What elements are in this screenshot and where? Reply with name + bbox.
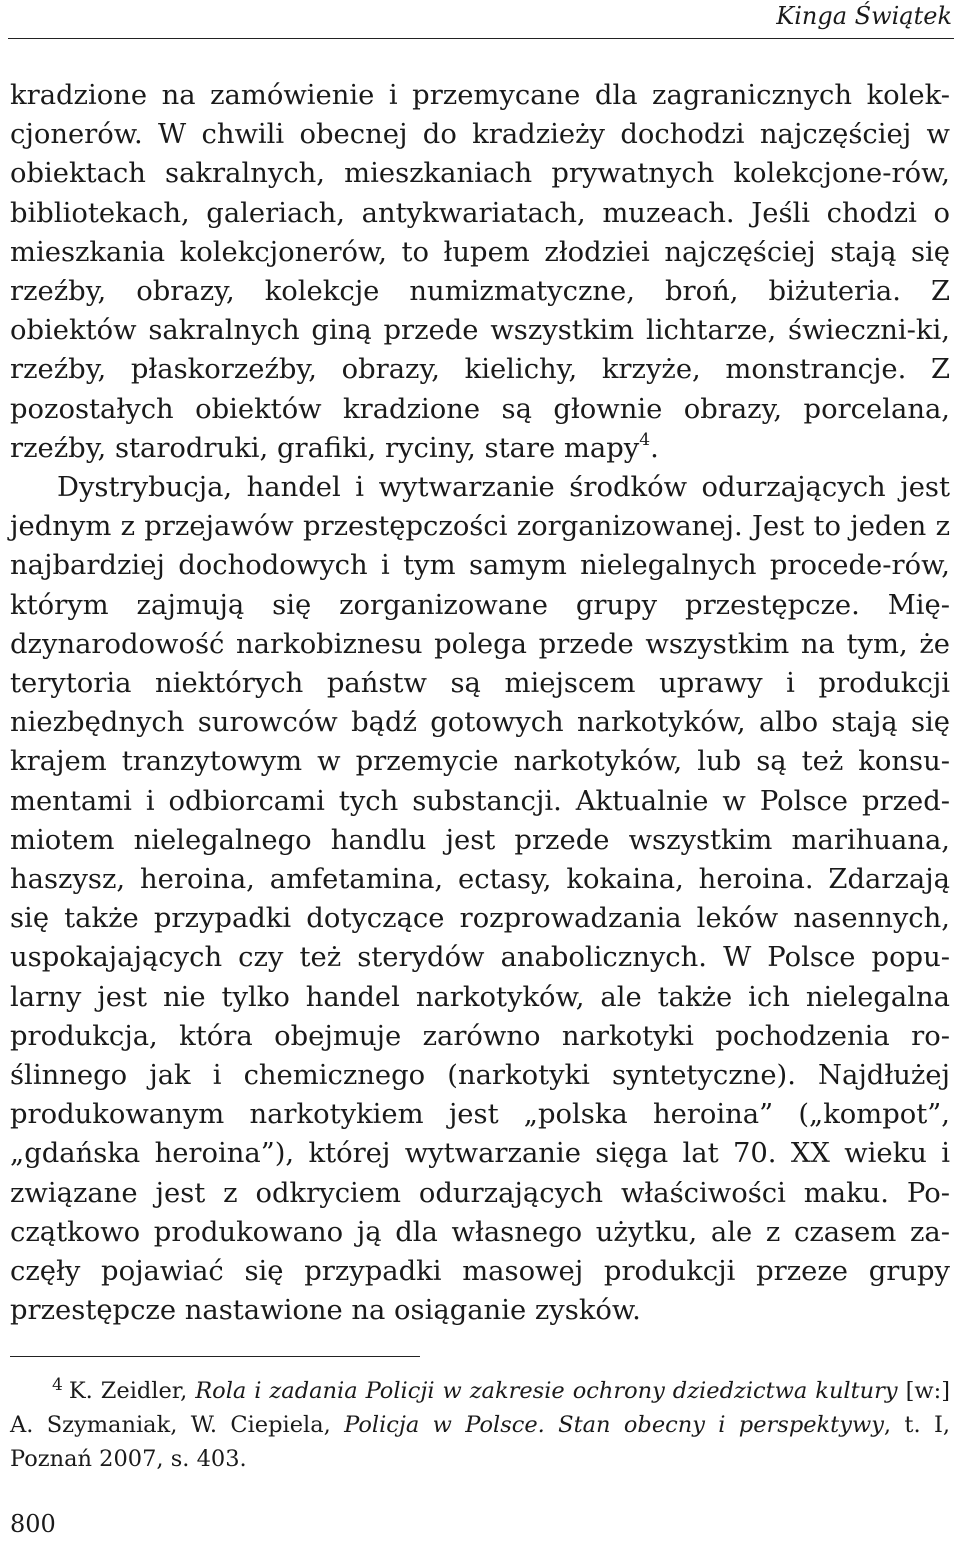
paragraph-2: Dystrybucja, handel i wytwarzanie środków odurzających jest jednym z przejawów przestępczości zorganizowanej. Jest to jeden z najbardziej dochodowych i tym samym nielegalnych procede-rów, którym zajmują się zorganizowane grupy przestępcze. Mię-dzynarodowość narkobiznesu polega przede wszystkim na tym, że terytoria niektórych państw są miejscem uprawy i produkcji niezbędnych surowców bądź gotowych narkotyków, albo stają się krajem tranzytowym w przemycie narkotyków, lub są też konsu-mentami i odbiorcami tych substancji. Aktualnie w Polsce przed-miotem nielegalnego handlu jest przede wszystkim marihuana, haszysz, heroina, amfetamina, ectasy, kokaina, heroina. Zdarzają się także przypadki dotyczące rozprowadzania leków nasennych, uspokajających czy też sterydów anabolicznych. W Polsce popu-larny jest nie tylko handel narkotyków, ale także ich nielegalna produkcja, która obejmuje zarówno narkotyki pochodzenia ro-ślinnego jak i chemicznego (narkotyki syntetyczne). Najdłużej produkowanym narkotykiem jest „polska heroina” („kompot”, „gdańska heroina”), której wytwarzanie sięga lat 70. XX wieku i związane jest z odkryciem odurzających właściwości maku. Po-czątkowo produkowano ją dla własnego użytku, ale z czasem za-częły pojawiać się przypadki masowej produkcji przeze grupy przestępcze nastawione na osiąganie zysków. [10, 472, 950, 1327]
footnote-author: K. Zeidler, [68, 1378, 188, 1404]
footnote-rest: , t. I, Poznań 2007, s. 403. [10, 1412, 950, 1472]
paragraph-1 [10, 76, 950, 468]
footnote: 4 K. Zeidler, Rola i zadania Policji w zakresie ochrony dziedzictwa kultury [w:] A. Szymaniak, W. Ciepiela, Policja w Polsce. Stan obecny i perspektywy, t. I, Poznań 2007, s. 403. [10, 1374, 950, 1472]
paragraph-1-text: kradzione na zamówienie i przemycane dla zagranicznych kolek-cjonerów. W chwili obecnej do kradzieży dochodzi najczęściej w obiektach sakralnych, mieszkaniach prywatnych kolekcjone-rów, bibliotekach, galeriach, antykwariatach, muzeach. Jeśli chodzi o mieszkania kolekcjonerów, to łupem złodziei najczęściej stają się rzeźby, obrazy, kolekcje numizmatyczne, broń, biżuteria. Z obiektów sakralnych giną przede wszystkim lichtarze, świeczni-ki, rzeźby, płaskorzeźby, obrazy, kielichy, krzyże, monstrancje. Z pozostałych obiektów kradzione są głownie obrazy, porcelana, rzeźby, starodruki, grafiki, ryciny, stare mapy [10, 80, 950, 464]
running-header-author: Kinga Świątek [776, 2, 952, 30]
footnote-divider [10, 1356, 420, 1357]
paragraph-1-end: . [650, 432, 659, 464]
header-divider [8, 38, 954, 39]
page-number: 800 [10, 1510, 56, 1538]
main-text [10, 76, 950, 1331]
footnote-reference[interactable]: 4 [639, 429, 651, 450]
footnote-title-1: Rola i zadania Policji w zakresie ochrony dziedzictwa kultury [195, 1378, 898, 1404]
footnote-in: [w:] A. Szymaniak, W. Ciepiela, [10, 1378, 950, 1438]
footnote-title-2: Policja w Polsce. Stan obecny i perspektywy [344, 1412, 884, 1438]
